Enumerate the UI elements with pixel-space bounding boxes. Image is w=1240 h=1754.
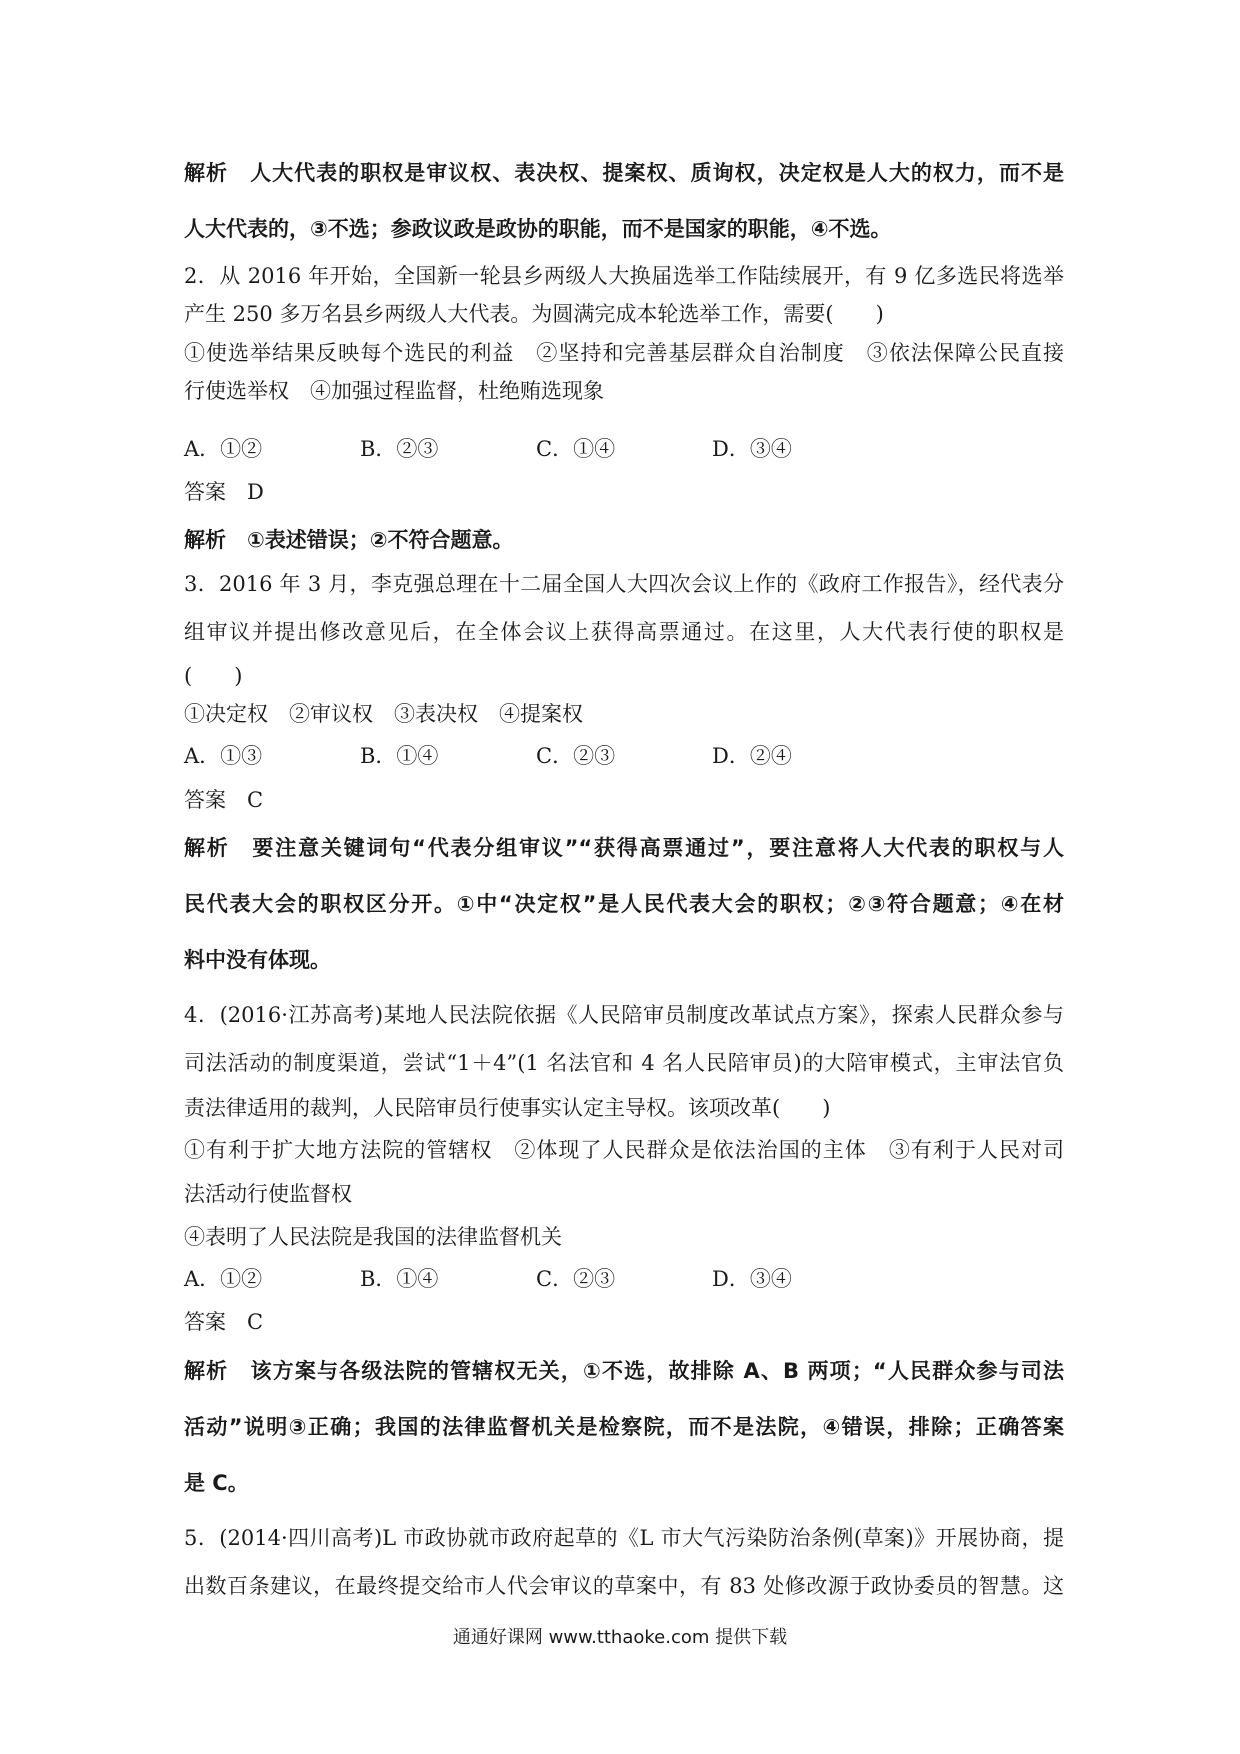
q4-answer: 答案 C <box>184 1310 264 1334</box>
q2-option-a: A．①② <box>184 437 263 461</box>
q2-stem-line-2: 产生 250 多万名县乡两级人大代表。为圆满完成本轮选举工作，需要( ) <box>184 302 884 326</box>
page-footer: 通通好课网 www.tthaoke.com 提供下载 <box>452 1627 788 1648</box>
q2-items-line-1: ①使选举结果反映每个选民的利益 ②坚持和完善基层群众自治制度 ③依法保障公民直接 <box>184 341 1064 365</box>
q3-option-c: C．②③ <box>536 744 616 768</box>
q4-analysis-line-3: 是 C。 <box>184 1471 249 1495</box>
q3-options <box>184 742 904 770</box>
q4-option-c: C．②③ <box>536 1267 616 1291</box>
q3-items: ①决定权 ②审议权 ③表决权 ④提案权 <box>184 702 583 726</box>
q2-items-line-2: 行使选举权 ④加强过程监督，杜绝贿选现象 <box>184 379 604 403</box>
q5-stem-line-1: 5．(2014·四川高考)L 市政协就市政府起草的《L 市大气污染防治条例(草案)》开展协商，提 <box>184 1526 1064 1550</box>
q3-analysis-line-1: 解析 要注意关键词句“代表分组审议”“获得高票通过”，要注意将人大代表的职权与人 <box>184 836 1064 860</box>
q4-items-line-1: ①有利于扩大地方法院的管辖权 ②体现了人民群众是依法治国的主体 ③有利于人民对司 <box>184 1138 1064 1162</box>
q4-stem-line-3: 责法律适用的裁判，人民陪审员行使事实认定主导权。该项改革( ) <box>184 1096 831 1120</box>
q4-items-line-3: ④表明了人民法院是我国的法律监督机关 <box>184 1225 562 1249</box>
q2-analysis: 解析 ①表述错误；②不符合题意。 <box>184 528 514 552</box>
q4-option-d: D．③④ <box>712 1267 792 1291</box>
q4-stem-line-1: 4．(2016·江苏高考)某地人民法院依据《人民陪审员制度改革试点方案》，探索人民群众参与 <box>184 1003 1064 1027</box>
q4-analysis-line-2: 活动”说明③正确；我国的法律监督机关是检察院，而不是法院，④错误，排除；正确答案 <box>184 1415 1064 1439</box>
q2-option-d: D．③④ <box>712 437 792 461</box>
q4-analysis-line-1: 解析 该方案与各级法院的管辖权无关，①不选，故排除 A、B 两项；“人民群众参与司法 <box>184 1359 1064 1383</box>
q4-stem-line-2: 司法活动的制度渠道，尝试“1＋4”(1 名法官和 4 名人民陪审员)的大陪审模式，主审法官负 <box>184 1051 1064 1075</box>
q4-items-line-2: 法活动行使监督权 <box>184 1182 352 1206</box>
q3-option-d: D．②④ <box>712 744 792 768</box>
q3-option-a: A．①③ <box>184 744 263 768</box>
q2-answer: 答案 D <box>184 480 264 504</box>
q3-option-b: B．①④ <box>360 744 439 768</box>
q4-option-b: B．①④ <box>360 1267 439 1291</box>
q3-analysis-line-3: 料中没有体现。 <box>184 948 331 972</box>
q3-stem-line-3: ( ) <box>184 664 243 688</box>
q2-option-b: B．②③ <box>360 437 439 461</box>
q5-stem-line-2: 出数百条建议，在最终提交给市人代会审议的草案中，有 83 处修改源于政协委员的智慧。这 <box>184 1574 1064 1598</box>
prev-analysis-line-1: 解析 人大代表的职权是审议权、表决权、提案权、质询权，决定权是人大的权力，而不是 <box>184 161 1064 185</box>
q3-analysis-line-2: 民代表大会的职权区分开。①中“决定权”是人民代表大会的职权；②③符合题意；④在材 <box>184 892 1064 916</box>
q2-option-c: C．①④ <box>536 437 616 461</box>
q2-options <box>184 435 904 463</box>
q2-stem-line-1: 2．从 2016 年开始，全国新一轮县乡两级人大换届选举工作陆续展开，有 9 亿多选民将选举 <box>184 264 1064 288</box>
q4-options <box>184 1265 904 1293</box>
q3-answer: 答案 C <box>184 788 264 812</box>
q3-stem-line-1: 3．2016 年 3 月，李克强总理在十二届全国人大四次会议上作的《政府工作报告》，经代表分 <box>184 572 1064 596</box>
q4-option-a: A．①② <box>184 1267 263 1291</box>
prev-analysis-line-2: 人大代表的，③不选；参政议政是政协的职能，而不是国家的职能，④不选。 <box>184 217 892 241</box>
q3-stem-line-2: 组审议并提出修改意见后，在全体会议上获得高票通过。在这里，人大代表行使的职权是 <box>184 620 1064 644</box>
